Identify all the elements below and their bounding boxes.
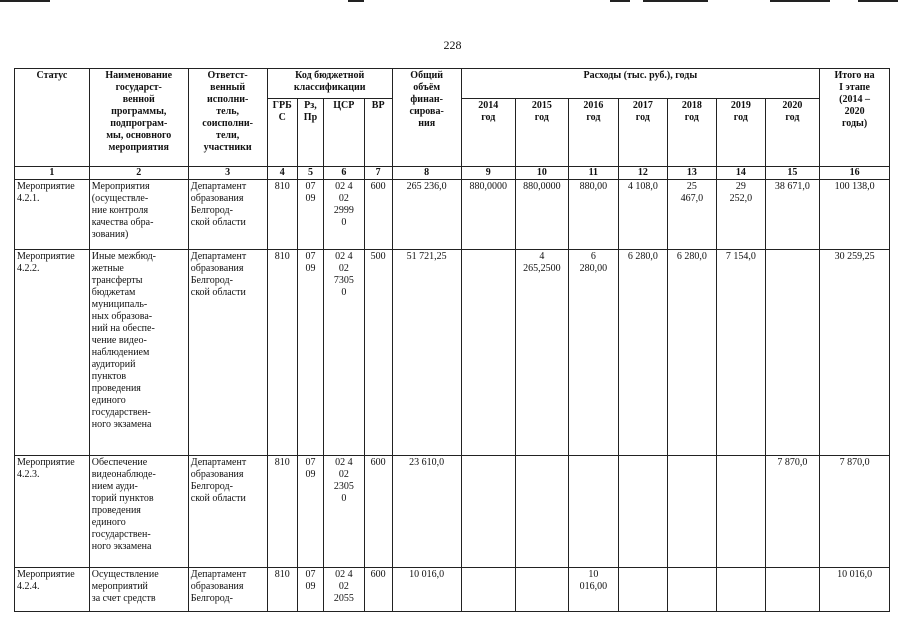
year-cell: 10 016,00 xyxy=(568,568,619,612)
year-cell: 4 108,0 xyxy=(619,180,667,250)
header-budget-code: Код бюджетной классификации xyxy=(267,69,392,99)
table-row xyxy=(15,250,890,456)
year-cell: 25 467,0 xyxy=(667,180,717,250)
grbs-cell: 810 xyxy=(267,456,297,568)
year-cell xyxy=(461,250,516,456)
name-cell: Осуществление мероприятий за счет средств xyxy=(89,568,188,612)
rzpr-cell: 07 09 xyxy=(297,568,323,612)
year-cell xyxy=(619,568,667,612)
stage-total-cell: 30 259,25 xyxy=(820,250,890,456)
total-cell: 265 236,0 xyxy=(392,180,461,250)
header-year-2020: 2020 год xyxy=(765,99,820,167)
table-row xyxy=(15,180,890,250)
scan-edge-mark xyxy=(643,0,708,2)
status-cell: Мероприятие 4.2.3. xyxy=(15,456,90,568)
executor-cell: Департамент образования Белгород- ской области xyxy=(188,250,267,456)
scan-edge-mark xyxy=(858,0,898,2)
header-name: Наименование государст- венной программы, подпрограм- мы, основного мероприятия xyxy=(89,69,188,167)
column-number: 3 xyxy=(188,167,267,180)
header-year-2014: 2014 год xyxy=(461,99,516,167)
header-status: Статус xyxy=(15,69,90,167)
year-cell: 880,0000 xyxy=(516,180,569,250)
column-number: 11 xyxy=(568,167,619,180)
csr-cell: 02 4 02 2999 0 xyxy=(324,180,364,250)
year-cell xyxy=(667,456,717,568)
rzpr-cell: 07 09 xyxy=(297,456,323,568)
year-cell xyxy=(516,568,569,612)
stage-total-cell: 100 138,0 xyxy=(820,180,890,250)
csr-cell: 02 4 02 2305 0 xyxy=(324,456,364,568)
rzpr-cell: 07 09 xyxy=(297,180,323,250)
year-cell xyxy=(568,456,619,568)
year-cell: 880,0000 xyxy=(461,180,516,250)
status-cell: Мероприятие 4.2.1. xyxy=(15,180,90,250)
header-stage-total: Итого на I этапе (2014 – 2020 годы) xyxy=(820,69,890,167)
rzpr-cell: 07 09 xyxy=(297,250,323,456)
name-cell: Иные межбюд- жетные трансферты бюджетам муниципаль- ных образова- ний на обеспе- чение видео- наблюдением аудиторий пунктов проведения единого государствен- ного экзамена xyxy=(89,250,188,456)
grbs-cell: 810 xyxy=(267,250,297,456)
header-grbs: ГРБ С xyxy=(267,99,297,167)
budget-table xyxy=(14,68,890,612)
column-number-row xyxy=(15,167,890,180)
scan-edge-mark xyxy=(770,0,830,2)
column-number: 13 xyxy=(667,167,717,180)
csr-cell: 02 4 02 2055 xyxy=(324,568,364,612)
column-number: 10 xyxy=(516,167,569,180)
scan-edge-mark xyxy=(610,0,630,2)
year-cell: 4 265,2500 xyxy=(516,250,569,456)
year-cell: 6 280,00 xyxy=(568,250,619,456)
column-number: 7 xyxy=(364,167,392,180)
page-number: 228 xyxy=(443,38,462,52)
executor-cell: Департамент образования Белгород- xyxy=(188,568,267,612)
scan-edge-mark xyxy=(0,0,50,2)
year-cell xyxy=(765,568,820,612)
year-cell: 38 671,0 xyxy=(765,180,820,250)
header-total: Общий объём финан- сирова- ния xyxy=(392,69,461,167)
name-cell: Мероприятия (осуществле- ние контроля качества обра- зования) xyxy=(89,180,188,250)
year-cell xyxy=(667,568,717,612)
year-cell xyxy=(717,456,765,568)
column-number: 12 xyxy=(619,167,667,180)
executor-cell: Департамент образования Белгород- ской области xyxy=(188,456,267,568)
column-number: 8 xyxy=(392,167,461,180)
column-number: 5 xyxy=(297,167,323,180)
column-number: 9 xyxy=(461,167,516,180)
status-cell: Мероприятие 4.2.4. xyxy=(15,568,90,612)
column-number: 16 xyxy=(820,167,890,180)
year-cell xyxy=(619,456,667,568)
grbs-cell: 810 xyxy=(267,568,297,612)
year-cell: 6 280,0 xyxy=(619,250,667,456)
header-expenses: Расходы (тыс. руб.), годы xyxy=(461,69,820,99)
header-year-2015: 2015 год xyxy=(516,99,569,167)
name-cell: Обеспечение видеонаблюде- нием ауди- торий пунктов проведения единого государствен- ного экзамена xyxy=(89,456,188,568)
year-cell: 7 154,0 xyxy=(717,250,765,456)
column-number: 6 xyxy=(324,167,364,180)
column-number: 14 xyxy=(717,167,765,180)
header-year-2017: 2017 год xyxy=(619,99,667,167)
table-row xyxy=(15,456,890,568)
column-number: 2 xyxy=(89,167,188,180)
column-number: 1 xyxy=(15,167,90,180)
total-cell: 51 721,25 xyxy=(392,250,461,456)
header-executor: Ответст- венный исполни- тель, соисполни- тели, участники xyxy=(188,69,267,167)
table-row xyxy=(15,568,890,612)
header-vr: ВР xyxy=(364,99,392,167)
column-number: 15 xyxy=(765,167,820,180)
executor-cell: Департамент образования Белгород- ской области xyxy=(188,180,267,250)
vr-cell: 600 xyxy=(364,456,392,568)
column-number: 4 xyxy=(267,167,297,180)
year-cell: 880,00 xyxy=(568,180,619,250)
stage-total-cell: 7 870,0 xyxy=(820,456,890,568)
scan-edge-mark xyxy=(348,0,364,2)
year-cell: 7 870,0 xyxy=(765,456,820,568)
year-cell: 6 280,0 xyxy=(667,250,717,456)
vr-cell: 600 xyxy=(364,180,392,250)
year-cell: 29 252,0 xyxy=(717,180,765,250)
csr-cell: 02 4 02 7305 0 xyxy=(324,250,364,456)
total-cell: 23 610,0 xyxy=(392,456,461,568)
header-rzpr: Рз, Пр xyxy=(297,99,323,167)
header-year-2019: 2019 год xyxy=(717,99,765,167)
header-csr: ЦСР xyxy=(324,99,364,167)
vr-cell: 500 xyxy=(364,250,392,456)
year-cell xyxy=(516,456,569,568)
vr-cell: 600 xyxy=(364,568,392,612)
year-cell xyxy=(461,568,516,612)
grbs-cell: 810 xyxy=(267,180,297,250)
status-cell: Мероприятие 4.2.2. xyxy=(15,250,90,456)
year-cell xyxy=(717,568,765,612)
header-year-2016: 2016 год xyxy=(568,99,619,167)
stage-total-cell: 10 016,0 xyxy=(820,568,890,612)
total-cell: 10 016,0 xyxy=(392,568,461,612)
header-year-2018: 2018 год xyxy=(667,99,717,167)
year-cell xyxy=(765,250,820,456)
year-cell xyxy=(461,456,516,568)
